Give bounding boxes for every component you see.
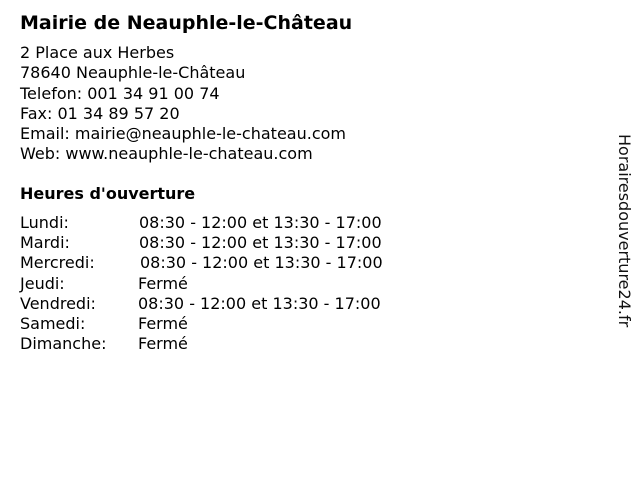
day-label: Samedi:: [20, 313, 86, 333]
site-brand-vertical: Horairesdouverture24.fr: [615, 134, 634, 328]
day-hours: 08:30 - 12:00 et 13:30 - 17:00: [139, 213, 382, 232]
day-hours: Fermé: [138, 313, 188, 333]
day-hours: 08:30 - 12:00 et 13:30 - 17:00: [139, 233, 382, 253]
email-address: Email: mairie@neauphle-le-chateau.com: [20, 124, 346, 144]
contact-block: [20, 43, 346, 165]
page-title: Mairie de Neauphle-le-Château: [20, 12, 353, 34]
opening-hours-heading: Heures d'ouverture: [20, 184, 196, 203]
day-label: Vendredi:: [20, 293, 96, 313]
day-hours: 08:30 - 12:00 et 13:30 - 17:00: [138, 293, 381, 313]
day-label: Jeudi:: [20, 273, 65, 293]
address-street: 2 Place aux Herbes: [20, 43, 175, 62]
phone-number: Telefon: 001 34 91 00 74: [20, 83, 220, 103]
day-hours: Fermé: [138, 273, 188, 293]
day-label: Mercredi:: [20, 253, 95, 273]
website-url: Web: www.neauphle-le-chateau.com: [20, 144, 313, 164]
day-hours: 08:30 - 12:00 et 13:30 - 17:00: [140, 253, 383, 273]
day-label: Mardi:: [20, 233, 70, 253]
fax-number: Fax: 01 34 89 57 20: [20, 103, 180, 123]
address-city: 78640 Neauphle-le-Château: [20, 63, 246, 83]
day-hours: Fermé: [138, 334, 188, 354]
day-label: Dimanche:: [20, 334, 107, 354]
day-label: Lundi:: [20, 213, 69, 232]
